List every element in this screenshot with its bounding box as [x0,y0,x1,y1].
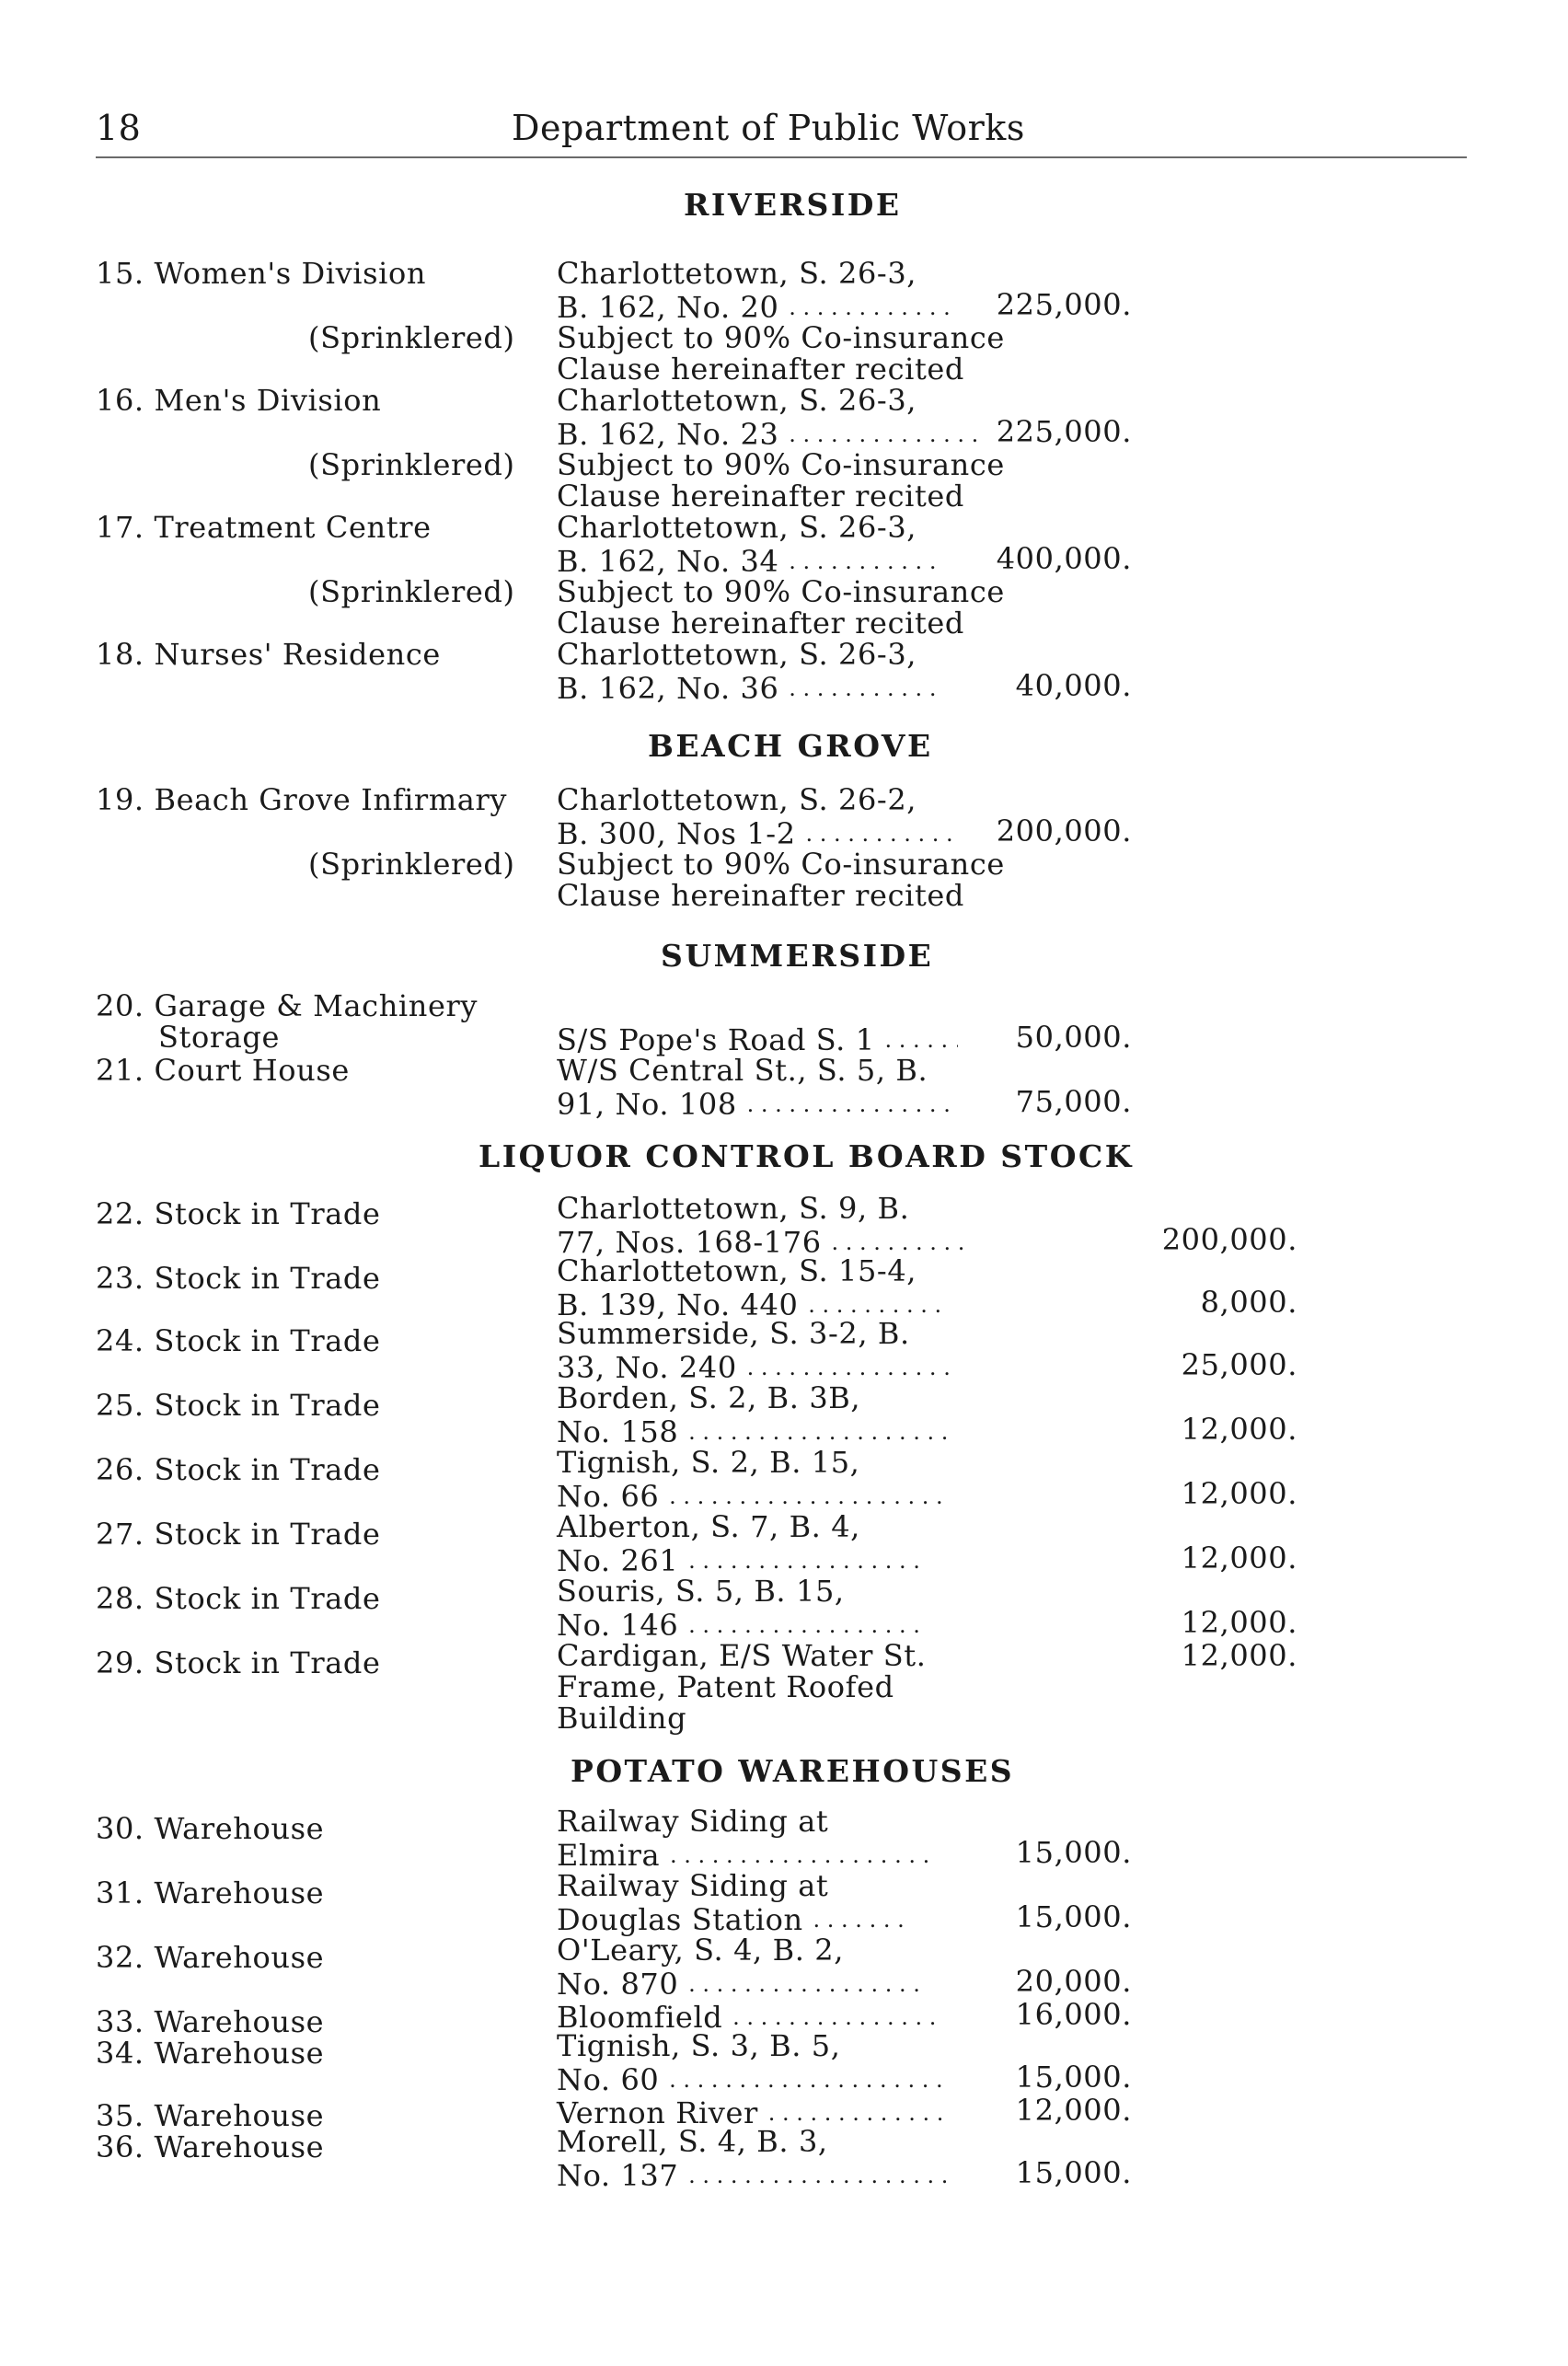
entry-33-amount: 16,000. [1015,1997,1132,2032]
entry-23-amount: 8,000. [1200,1285,1297,1320]
entry-34-name: 34. Warehouse [96,2036,325,2071]
entry-17-name: 17. Treatment Centre [96,510,432,545]
entry-27-line1: Alberton, S. 7, B. 4, [557,1509,860,1544]
entry-19-line2: B. 300, Nos 1-2 . . . [557,815,962,849]
entry-34-line1: Tignish, S. 3, B. 5, [557,2028,841,2063]
entry-17-amount: 400,000. [996,541,1132,576]
entry-16-name: 16. Men's Division [96,383,382,418]
section-heading-beach-grove: BEACH GROVE [648,728,933,764]
entry-26-amount: 12,000. [1181,1476,1297,1511]
entry-29-name: 29. Stock in Trade [96,1645,381,1680]
entry-28-line2: No. 146 . . . [557,1607,928,1641]
page-number: 18 [96,108,142,148]
entry-25-name: 25. Stock in Trade [96,1388,381,1423]
entry-20-amount: 50,000. [1015,1020,1132,1055]
entry-17-line4: Clause hereinafter recited [557,606,965,641]
entry-23-line1: Charlottetown, S. 15-4, [557,1253,917,1288]
entry-24-line1: Summerside, S. 3-2, B. [557,1316,910,1351]
entry-25-amount: 12,000. [1181,1412,1297,1447]
entry-15-note: (Sprinklered) [308,320,515,355]
entry-35-line1: Vernon River . . . [557,2095,943,2129]
entry-26-name: 26. Stock in Trade [96,1452,381,1487]
entry-22-amount: 200,000. [1161,1222,1297,1257]
entry-17-line3: Subject to 90% Co-insurance [557,574,1005,609]
entry-29-line2: Frame, Patent Roofed [557,1669,894,1704]
entry-35-amount: 12,000. [1015,2093,1132,2128]
entry-22-line1: Charlottetown, S. 9, B. [557,1191,910,1226]
entry-17-line1: Charlottetown, S. 26-3, [557,510,917,545]
entry-23-name: 23. Stock in Trade [96,1261,381,1296]
entry-31-name: 31. Warehouse [96,1875,325,1910]
page-title: Department of Public Works [512,108,1025,148]
entry-15-line1: Charlottetown, S. 26-3, [557,256,917,291]
entry-24-name: 24. Stock in Trade [96,1323,381,1358]
entry-23-line2: B. 139, No. 440 . . . [557,1287,946,1321]
entry-36-name: 36. Warehouse [96,2129,325,2164]
entry-15-line4: Clause hereinafter recited [557,352,965,387]
entry-15-name: 15. Women's Division [96,256,427,291]
entry-16-line4: Clause hereinafter recited [557,479,965,514]
entry-34-amount: 15,000. [1015,2060,1132,2095]
entry-30-line1: Railway Siding at [557,1804,829,1839]
entry-27-amount: 12,000. [1181,1541,1297,1575]
entry-18-name: 18. Nurses' Residence [96,637,441,672]
entry-21-amount: 75,000. [1015,1084,1132,1119]
entry-29-amount: 12,000. [1181,1638,1297,1673]
entry-15-line3: Subject to 90% Co-insurance [557,320,1005,355]
entry-19-note: (Sprinklered) [308,847,515,882]
entry-21-name: 21. Court House [96,1053,350,1088]
entry-30-name: 30. Warehouse [96,1811,325,1846]
entry-20-name-line2: Storage [158,1020,281,1055]
entry-30-amount: 15,000. [1015,1835,1132,1870]
entry-25-line2: No. 158 . . . [557,1414,955,1448]
entry-19-line4: Clause hereinafter recited [557,878,965,913]
entry-21-line2: 91, No. 108 . . . [557,1086,959,1120]
entry-20-line1: S/S Pope's Road S. 1 . . . [557,1021,958,1056]
entry-19-amount: 200,000. [996,814,1132,848]
entry-31-line1: Railway Siding at [557,1868,829,1903]
section-heading-liquor: LIQUOR CONTROL BOARD STOCK [478,1138,1134,1174]
entry-16-line1: Charlottetown, S. 26-3, [557,383,917,418]
entry-20-name-line1: 20. Garage & Machinery [96,988,478,1023]
entry-32-name: 32. Warehouse [96,1940,325,1975]
entry-17-note: (Sprinklered) [308,574,515,609]
entry-24-amount: 25,000. [1181,1347,1297,1382]
entry-19-line1: Charlottetown, S. 26-2, [557,782,917,817]
entry-36-amount: 15,000. [1015,2155,1132,2190]
entry-32-line2: No. 870 . . . [557,1966,928,2000]
entry-19-name: 19. Beach Grove Infirmary [96,782,508,817]
section-heading-potato-warehouses: POTATO WAREHOUSES [571,1753,1015,1789]
entry-29-line3: Building [557,1701,687,1736]
section-heading-summerside: SUMMERSIDE [661,938,934,974]
entry-32-amount: 20,000. [1015,1964,1132,1999]
entry-36-line1: Morell, S. 4, B. 3, [557,2124,828,2159]
entry-27-line2: No. 261 . . . [557,1542,928,1576]
entry-35-name: 35. Warehouse [96,2098,325,2133]
entry-18-line2: B. 162, No. 36 . . . [557,670,945,704]
entry-26-line2: No. 66 . . . [557,1478,945,1512]
entry-28-amount: 12,000. [1181,1605,1297,1640]
entry-24-line2: 33, No. 240 . . . [557,1349,959,1383]
entry-30-line2: Elmira . . . [557,1837,937,1871]
entry-31-line2: Douglas Station . . . [557,1901,905,1935]
entry-34-line2: No. 60 . . . [557,2061,945,2095]
entry-26-line1: Tignish, S. 2, B. 15, [557,1445,860,1480]
entry-32-line1: O'Leary, S. 4, B. 2, [557,1933,844,1968]
entry-16-line2: B. 162, No. 23 . . . [557,416,982,450]
entry-27-name: 27. Stock in Trade [96,1517,381,1552]
entry-33-name: 33. Warehouse [96,2004,325,2039]
entry-22-line2: 77, Nos. 168-176 . . . [557,1224,969,1258]
header-rule [96,156,1467,158]
entry-33-line1: Bloomfield . . . [557,1999,944,2033]
entry-28-line1: Souris, S. 5, B. 15, [557,1574,845,1609]
entry-31-amount: 15,000. [1015,1899,1132,1934]
entry-36-line2: No. 137 . . . [557,2157,946,2191]
entry-25-line1: Borden, S. 2, B. 3B, [557,1380,861,1415]
entry-29-line1: Cardigan, E/S Water St. [557,1638,927,1673]
entry-18-amount: 40,000. [1015,668,1132,703]
entry-28-name: 28. Stock in Trade [96,1581,381,1616]
entry-17-line2: B. 162, No. 34 . . . [557,543,945,577]
entry-16-note: (Sprinklered) [308,447,515,482]
entry-21-line1: W/S Central St., S. 5, B. [557,1053,928,1088]
section-heading-riverside: RIVERSIDE [684,187,902,223]
entry-16-amount: 225,000. [996,414,1132,449]
entry-16-line3: Subject to 90% Co-insurance [557,447,1005,482]
entry-15-line2: B. 162, No. 20 . . . [557,289,954,323]
entry-18-line1: Charlottetown, S. 26-3, [557,637,917,672]
entry-19-line3: Subject to 90% Co-insurance [557,847,1005,882]
entry-15-amount: 225,000. [996,287,1132,322]
entry-22-name: 22. Stock in Trade [96,1196,381,1231]
